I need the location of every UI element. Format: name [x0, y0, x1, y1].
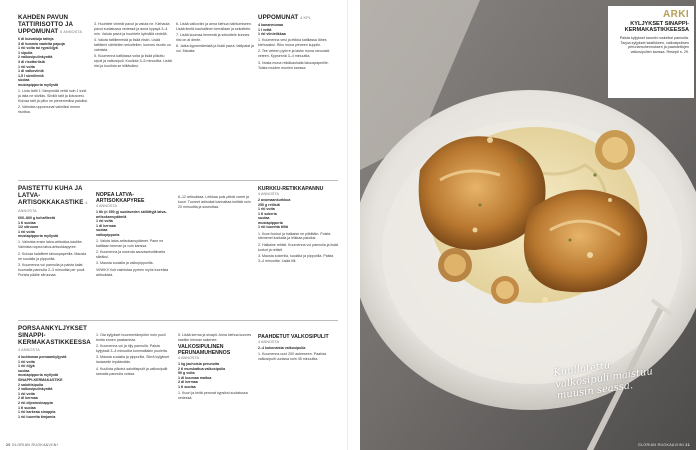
pyree-serves: 4 ANNOSTA [96, 204, 118, 208]
left-page-number: 20 [6, 443, 11, 447]
uppomunat-step2: 2. Tee veteen pyörre ja laske muna varovasti veteen. Kypsennä 3–4 minuuttia. [258, 49, 330, 59]
recipe1-step6: 6. Lisää valkoviini ja anna kiehua haihtumiseen. Lisää lientä kauhallinen kerrallaan ja sekoittele. [176, 22, 252, 31]
kurkku-title: KURKKU-RETIKKAPANNU [258, 186, 324, 192]
uppomunat-step1: 1. Kuumenna vesi ja etikka kattilassa lähes kiehuvaksi. Riko muna pieneen kuppiin. [258, 38, 327, 48]
right-folio [638, 443, 690, 447]
recipe3-step5: 5. Lisää kerma ja sinapit. Anna kiehua kunnes kastike hieman sakenee. [178, 333, 252, 342]
uppomunat-serves: 4 KPL [300, 16, 311, 20]
paahdetut-serves: 4 ANNOSTA [258, 340, 280, 344]
recipe3-title: PORSAANKYLJYKSET SINAPPI-KERMAKASTIKKEESSA 4 ANNOSTA [18, 325, 91, 352]
recipe2-column-c [178, 195, 254, 211]
pyree-vinkki: VINKKI! Voit valmistaa pyreen myös tuoreista artisokista. [96, 267, 169, 277]
valko-step1: 1. Kuori ja keitä perunat kypsiksi suolatussa vedessä. [178, 391, 248, 401]
kurkku-serves: 4 ANNOSTA [258, 192, 280, 196]
photo-caption: Kuullotettu valkosipuli maistuu muusin seassa. [553, 360, 654, 402]
recipe1-ingredients: 6 dl kuivattuja tatteja 3 dl tummia vaaleita papuja 1 rkl voita tai rypsiöljyä 1 sipulia 2 valkosipulinkynttä 3 dl risottoriisiä 1 rkl voita 1 dl valkoviiniä 1,5 l sienilientä suolaa mustapippuria myllystä [18, 37, 65, 87]
recipe3-step3: 3. Mausta suolalla ja pippurilla. Siirrä kyljykset lautaselle lepäämään. [96, 355, 170, 365]
recipe3-ingredients: 4 luuttomaa porsaankyljystä 1 rkl voita 1 rkl öljyä suolaa mustapippuria myllystä SINAPPI-KERMAKASTIKE 2 salottisipulia 2 valkosipulinkynttä 1 rkl voita 2 dl kermaa 2 rkl dijoninsinappia 1 tl suolaa 1 rkl karkeaa sinappia 1 rkl tuoretta timjamia [18, 355, 67, 419]
kurkku-step3: 3. Mausta sokerilla, suolalla ja pippurilla. Paista 3–4 minuuttia. Lisää tilli. [258, 253, 334, 263]
left-folio [6, 443, 58, 447]
recipe3-column-b [96, 333, 172, 378]
recipe1-step5: 5. Kuumenna kattilassa voita ja lisää pilkottu sipuli ja valkosipuli. Kuullota 3–5 minuuttia. Lisää riisi ja kuullota se kiiltäväksi. [94, 54, 172, 69]
recipe2-column-a [18, 185, 90, 279]
recipe1-step2: 2. Valmista uppomunat valmiiksi ennen risottoa. [18, 105, 81, 115]
paahdetut-step1: 1. Kuumenna uuni 200 asteeseen. Paahda valkosipulit uunissa noin 45 minuuttia. [258, 352, 327, 361]
right-page [348, 0, 696, 450]
pyree-step1: 1. Valuta latva-artisokansydämet. Pane ne kattilaan kerman ja voin kanssa. [96, 238, 164, 248]
left-folio-label: GLORIAN RUOKA&VIINI [11, 443, 58, 447]
pyree-step3: 3. Mausta suolalla ja valkopippurilla. [96, 261, 154, 266]
recipe2-serves: 4 ANNOSTA [18, 201, 88, 213]
recipe1-step3: 3. Huuhtele vihreät pavut ja valuta ne. Kiehauta pavut suolatussa vedessä ja anna kypsyä 3–4 min. Valuta pavut ja huuhtele kylmällä vedellä. [94, 22, 170, 36]
sidebar-box [608, 6, 694, 98]
recipe1-step8: 8. Jatka kypsentämistä ja lisää pavut, tattipalat ja voi. Mausta. [176, 44, 254, 54]
pyree-title: NOPEA LATVA-ARTISOKKAPYREE [96, 192, 145, 204]
valko-serves: 4 ANNOSTA [178, 356, 200, 361]
pyree-column [96, 191, 174, 279]
uppomunat-column [258, 14, 338, 72]
paahdetut-ingredients: 2–4 kokonaista valkosipulia [258, 345, 306, 350]
right-page-number: 21 [685, 443, 690, 447]
recipe3-column-d [258, 333, 338, 363]
recipe3-column-a [18, 325, 90, 421]
paahdetut-title: PAAHDETUT VALKOSIPULIT [258, 334, 329, 340]
recipe3-column-c [178, 333, 254, 402]
recipe2-step2: 2. Kuivaa kalafileet talouspaperilla. Mausta ne suolalla ja pippurilla. [18, 251, 87, 261]
recipe1-step7: 7. Lisää kuumaa liemestä ja sekoittele kunnes riisi on al dente. [176, 33, 250, 43]
recipe3-step2: 2. Kuumenna voi ja öljy pannulla. Paista kyljyksiä 3–4 minuuttia kummaltakin puolelta. [96, 344, 168, 354]
divider-1 [18, 180, 338, 181]
recipe1-step1: 1. Liota tattit 1 l lämpimää vettä noin 1 tunti ja laita ne siiviläs. Siivilöi tatit ja liotusvesi. Kuivaa tatit ja pilko ne pienemmiksi paloiksi. [18, 89, 88, 103]
recipe1-serves: 6 ANNOSTA [60, 30, 83, 34]
kurkku-column [258, 185, 338, 265]
recipe1-column-c [176, 22, 254, 56]
sidebar-heading: ARKI [662, 9, 689, 20]
divider-2 [18, 320, 338, 321]
recipe1-column-b [94, 22, 172, 70]
pyree-step2: 2. Kuumenna ja soseuta sauvasekoittimella sileäksi. [96, 250, 166, 260]
pyree-ingredients: 1 tlk (n 350 g) suolaveden säilöttyjä latva-artisokansydämiä 1 rkl voita 1 dl kermaa suolaa valkopippuria [96, 209, 167, 237]
valko-title: VALKOSIPULINEN PERUNAMUHENNOS [178, 344, 231, 357]
uppomunat-ingredients: 4 kananmunaa 1 l vettä 1 rkl viinietikkaa [258, 23, 286, 37]
recipe2-step1: 1. Valmista ensin latva-artisokka-kastike. Valmista nopea latva-artisokkapyree. [18, 240, 83, 250]
valko-ingredients: 1 kg jauhoisia perunoita 2 tl murskattua valkosipulia 50 g voita 1 dl kuumaa maitoa 2 dl kermaa 1 tl suolaa [178, 362, 226, 390]
sidebar-subheading: KYLJYKSET SINAPPI-KERMAKASTIKKEESSA [624, 21, 689, 34]
recipe1-step4: 4. Valuta tattiliemestä ja lisää riisiin. Lisää tattiliemi vähitellen sekoitellen, kunnes risotto on valmista. [94, 38, 171, 52]
right-folio-label: GLORIAN RUOKA&VIINI [638, 443, 685, 447]
recipe2-ingredients: 600–800 g kuhafileetä 1 tl suolaa 1/2 sitruuna 1 rkl voita mustapippuria myllystä [18, 216, 59, 239]
recipe3-serves: 4 ANNOSTA [18, 348, 40, 352]
sidebar-text: Paista kyljykset kauniin ruskeiksi pannulla. Tarjoa kyljykset kastikkeen, valkosipulisen perunamuhennoksen ja paahdettujen valkosipulien kanssa. Resepti s. 29. [619, 35, 689, 55]
kurkku-ingredients: 2 avomaankurkkua 250 g retiisiä 1 rkl voita 1 tl sokeria suolaa mustapippuria 1 rkl tuoretta tilliä [258, 197, 291, 230]
recipe2-step3: 3. Kuumenna voi pannulla ja paista kalat kuumalla pannulla 2–3 minuuttia per puoli. Purista päälle sitruunaa. [18, 262, 86, 277]
kurkku-step1: 1. Kuori kurkut ja halkaise ne pitkittäin. Poista siemenet lusikalla ja leikkaa paloiksi. [258, 231, 331, 241]
uppomunat-title: UPPOMUNAT 4 KPL [258, 14, 311, 21]
recipe2-title: PAISTETTU KUHA JA LATVA-ARTISOKKAKASTIKE 4 ANNOSTA [18, 185, 88, 213]
kurkku-step2: 2. Halkaise retiisit. Kuumenna voi pannulla ja lisää kurkut ja retiisit. [258, 242, 338, 252]
uppomunat-step3: 3. Nosta muna reikäkauhalla talouspaperille. Toista muiden munien kanssa. [258, 60, 329, 70]
recipe1-title: KAHDEN PAVUN TATTIRISOTTO JA UPPOMUNAT 6 ANNOSTA [18, 14, 83, 35]
recipe3-step1: 1. Ota kyljykset huoneenlämpöön noin puoli tuntia ennen paistamista. [96, 333, 166, 342]
recipe3-step4: 4. Kuullota pilkotut salottisipulit ja valkosipulit samalla pannulla voissa. [96, 366, 168, 376]
recipe1-column-a [18, 14, 90, 116]
recipe2-artisokka-note: 6–12 artisokkaa. Leikkaa pois pitkät varret ja kuori. Tuoreet artisokat kannattaa keittää noin 20 minuuttia ja soseuttaa. [178, 195, 251, 209]
